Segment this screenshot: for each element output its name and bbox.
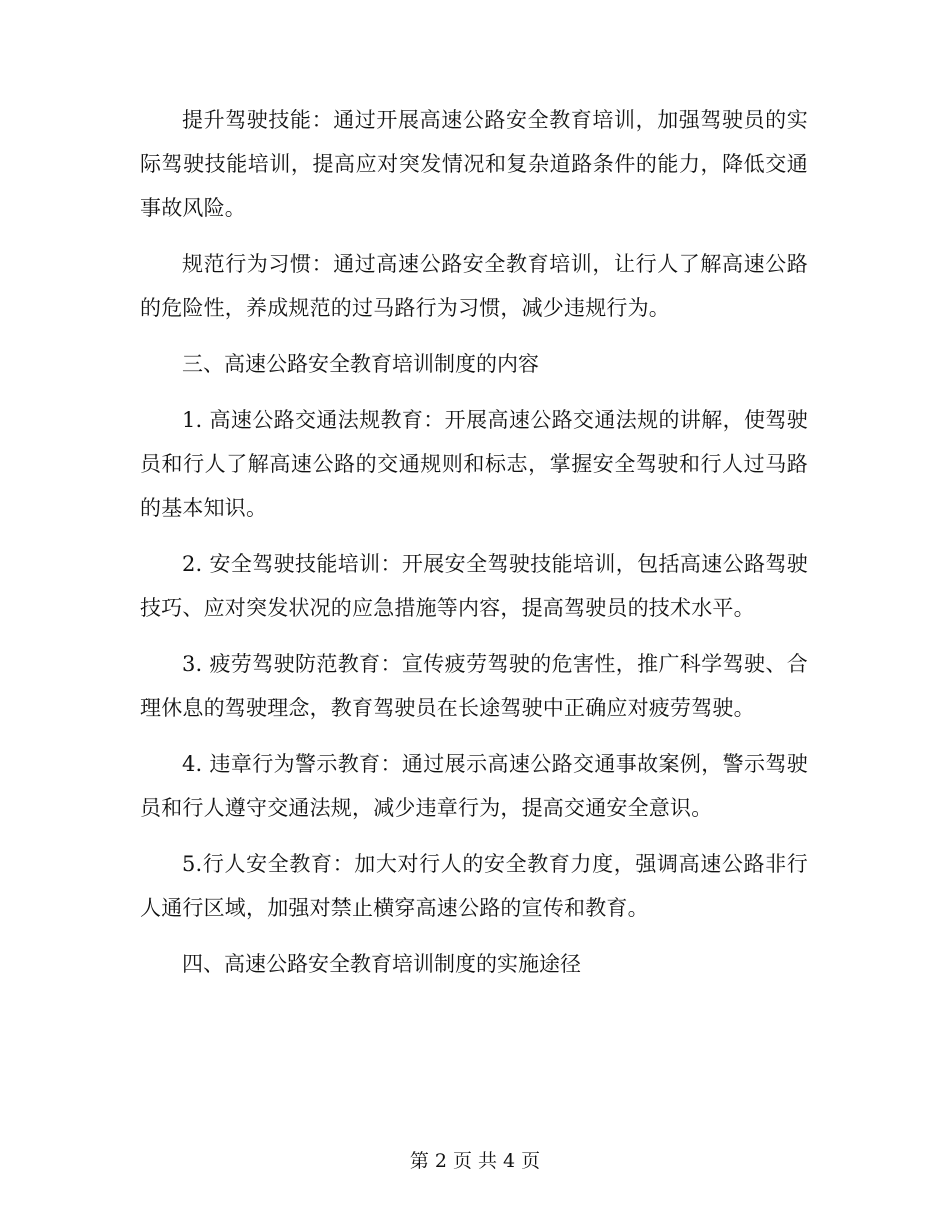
paragraph-regulate-behavior: 规范行为习惯：通过高速公路安全教育培训，让行人了解高速公路的危险性，养成规范的过马路行为习惯，减少违规行为。 (140, 252, 808, 320)
section-heading-content: 三、高速公路安全教育培训制度的内容 (182, 352, 539, 376)
paragraph-item-2-driving-skills: 2. 安全驾驶技能培训：开展安全驾驶技能培训，包括高速公路驾驶技巧、应对突发状况的应急措施等内容，提高驾驶员的技术水平。 (140, 552, 808, 620)
paragraph-item-3-fatigue-driving: 3. 疲劳驾驶防范教育：宣传疲劳驾驶的危害性，推广科学驾驶、合理休息的驾驶理念，教育驾驶员在长途驾驶中正确应对疲劳驾驶。 (140, 652, 808, 720)
paragraph-improve-driving-skills: 提升驾驶技能：通过开展高速公路安全教育培训，加强驾驶员的实际驾驶技能培训，提高应对突发情况和复杂道路条件的能力，降低交通事故风险。 (140, 108, 808, 220)
section-heading-implementation: 四、高速公路安全教育培训制度的实施途径 (182, 952, 581, 976)
paragraph-item-1-traffic-law: 1. 高速公路交通法规教育：开展高速公路交通法规的讲解，使驾驶员和行人了解高速公路的交通规则和标志，掌握安全驾驶和行人过马路的基本知识。 (140, 408, 808, 520)
document-body (140, 98, 808, 998)
page-number-footer: 第 2 页 共 4 页 (409, 1150, 541, 1172)
paragraph-item-4-violation-warning: 4. 违章行为警示教育：通过展示高速公路交通事故案例，警示驾驶员和行人遵守交通法规，减少违章行为，提高交通安全意识。 (140, 752, 808, 820)
paragraph-item-5-pedestrian-safety: 5.行人安全教育：加大对行人的安全教育力度，强调高速公路非行人通行区域，加强对禁止横穿高速公路的宣传和教育。 (140, 852, 808, 920)
